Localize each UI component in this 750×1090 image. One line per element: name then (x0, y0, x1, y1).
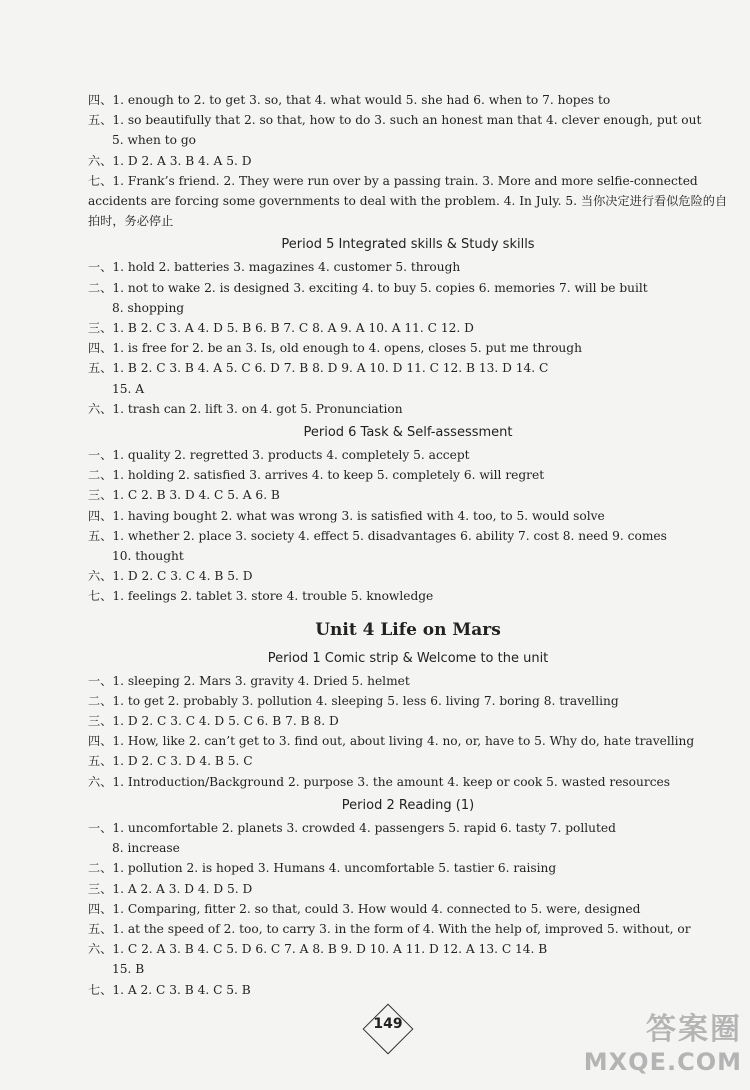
watermark-url: MXQE.COM (583, 1048, 742, 1076)
answer-line: 一、1. uncomfortable 2. planets 3. crowded 4. passengers 5. rapid 6. tasty 7. polluted (88, 820, 616, 835)
answer-line: 五、1. B 2. C 3. B 4. A 5. C 6. D 7. B 8. D 9. A 10. D 11. C 12. B 13. D 14. C (88, 361, 549, 376)
answer-line: 七、1. A 2. C 3. B 4. C 5. B (88, 982, 251, 997)
answer-line: 二、1. holding 2. satisfied 3. arrives 4. to keep 5. completely 6. will regret (88, 468, 545, 483)
answer-line: 一、1. hold 2. batteries 3. magazines 4. customer 5. through (88, 260, 461, 275)
answer-line: 七、1. feelings 2. tablet 3. store 4. trouble 5. knowledge (88, 589, 434, 604)
page-content (88, 90, 728, 1000)
answer-line: 六、1. Introduction/Background 2. purpose 3. the amount 4. keep or cook 5. wasted resources (88, 774, 670, 789)
answer-line: 五、1. D 2. C 3. D 4. B 5. C (88, 754, 253, 769)
answer-line: 五、1. at the speed of 2. too, to carry 3. in the form of 4. With the help of, improved 5. without, or (88, 921, 691, 936)
answer-line: 六、1. trash can 2. lift 3. on 4. got 5. Pronunciation (88, 401, 403, 416)
answer-line: 四、1. is free for 2. be an 3. Is, old enough to 4. opens, closes 5. put me through (88, 341, 582, 356)
answer-line: 三、1. A 2. A 3. D 4. D 5. D (88, 881, 253, 896)
answer-line-continued: 10. thought (112, 549, 184, 564)
answer-line-continued: 8. shopping (112, 300, 185, 315)
unit-title: Unit 4 Life on Mars (315, 619, 501, 640)
page-number: 149 (373, 1016, 403, 1032)
answer-line: 六、1. D 2. A 3. B 4. A 5. D (88, 153, 252, 168)
answer-line: 一、1. sleeping 2. Mars 3. gravity 4. Dried 5. helmet (88, 673, 410, 688)
site-watermark (572, 1004, 742, 1084)
section-heading: Period 1 Comic strip & Welcome to the unit (267, 650, 549, 666)
answer-line-continued: 15. B (112, 962, 145, 977)
section-heading: Period 5 Integrated skills & Study skills (281, 237, 535, 253)
answer-line: 六、1. C 2. A 3. B 4. C 5. D 6. C 7. A 8. B 9. D 10. A 11. D 12. A 13. C 14. B (88, 942, 548, 957)
answer-line: 二、1. pollution 2. is hoped 3. Humans 4. uncomfortable 5. tastier 6. raising (88, 861, 557, 876)
answer-line: 四、1. enough to 2. to get 3. so, that 4. what would 5. she had 6. when to 7. hopes to (88, 93, 611, 107)
answer-line-continued: 15. A (112, 381, 145, 396)
answer-line: 四、1. Comparing, fitter 2. so that, could 3. How would 4. connected to 5. were, designed (88, 901, 641, 916)
answer-line: 二、1. to get 2. probably 3. pollution 4. sleeping 5. less 6. living 7. boring 8. travelling (88, 693, 619, 708)
section-heading: Period 6 Task & Self-assessment (303, 425, 513, 441)
answer-line: 四、1. having bought 2. what was wrong 3. is satisfied with 4. too, to 5. would solve (88, 508, 605, 523)
answer-line: 三、1. B 2. C 3. A 4. D 5. B 6. B 7. C 8. A 9. A 10. A 11. C 12. D (88, 321, 474, 336)
answer-line: 二、1. not to wake 2. is designed 3. exciting 4. to buy 5. copies 6. memories 7. will be built (88, 280, 648, 295)
answer-line: 六、1. D 2. C 3. C 4. B 5. D (88, 569, 253, 584)
page-number-badge (360, 1008, 420, 1054)
answer-line: 七、1. Frank’s friend. 2. They were run over by a passing train. 3. More and more selfie-connected accidents are forcing some governments to deal with the problem. 4. In July. 5. 当你决定进行看似危险的自拍时，务必停止 (88, 173, 728, 229)
answer-line: 一、1. quality 2. regretted 3. products 4. completely 5. accept (88, 448, 470, 463)
answer-line: 三、1. C 2. B 3. D 4. C 5. A 6. B (88, 488, 280, 503)
answer-line: 四、1. How, like 2. can’t get to 3. find out, about living 4. no, or, have to 5. Why do, hate travelling (88, 734, 695, 749)
answer-line: 五、1. so beautifully that 2. so that, how to do 3. such an honest man that 4. clever enough, put out (88, 113, 702, 128)
answer-line: 三、1. D 2. C 3. C 4. D 5. C 6. B 7. B 8. D (88, 714, 339, 729)
answer-line-continued: 5. when to go (112, 133, 196, 148)
section-heading: Period 2 Reading (1) (341, 797, 475, 813)
answer-line: 五、1. whether 2. place 3. society 4. effect 5. disadvantages 6. ability 7. cost 8. need 9. comes (88, 528, 667, 543)
answer-line-continued: 8. increase (112, 841, 180, 856)
watermark-logo-text: 答案圈 (646, 1012, 742, 1047)
